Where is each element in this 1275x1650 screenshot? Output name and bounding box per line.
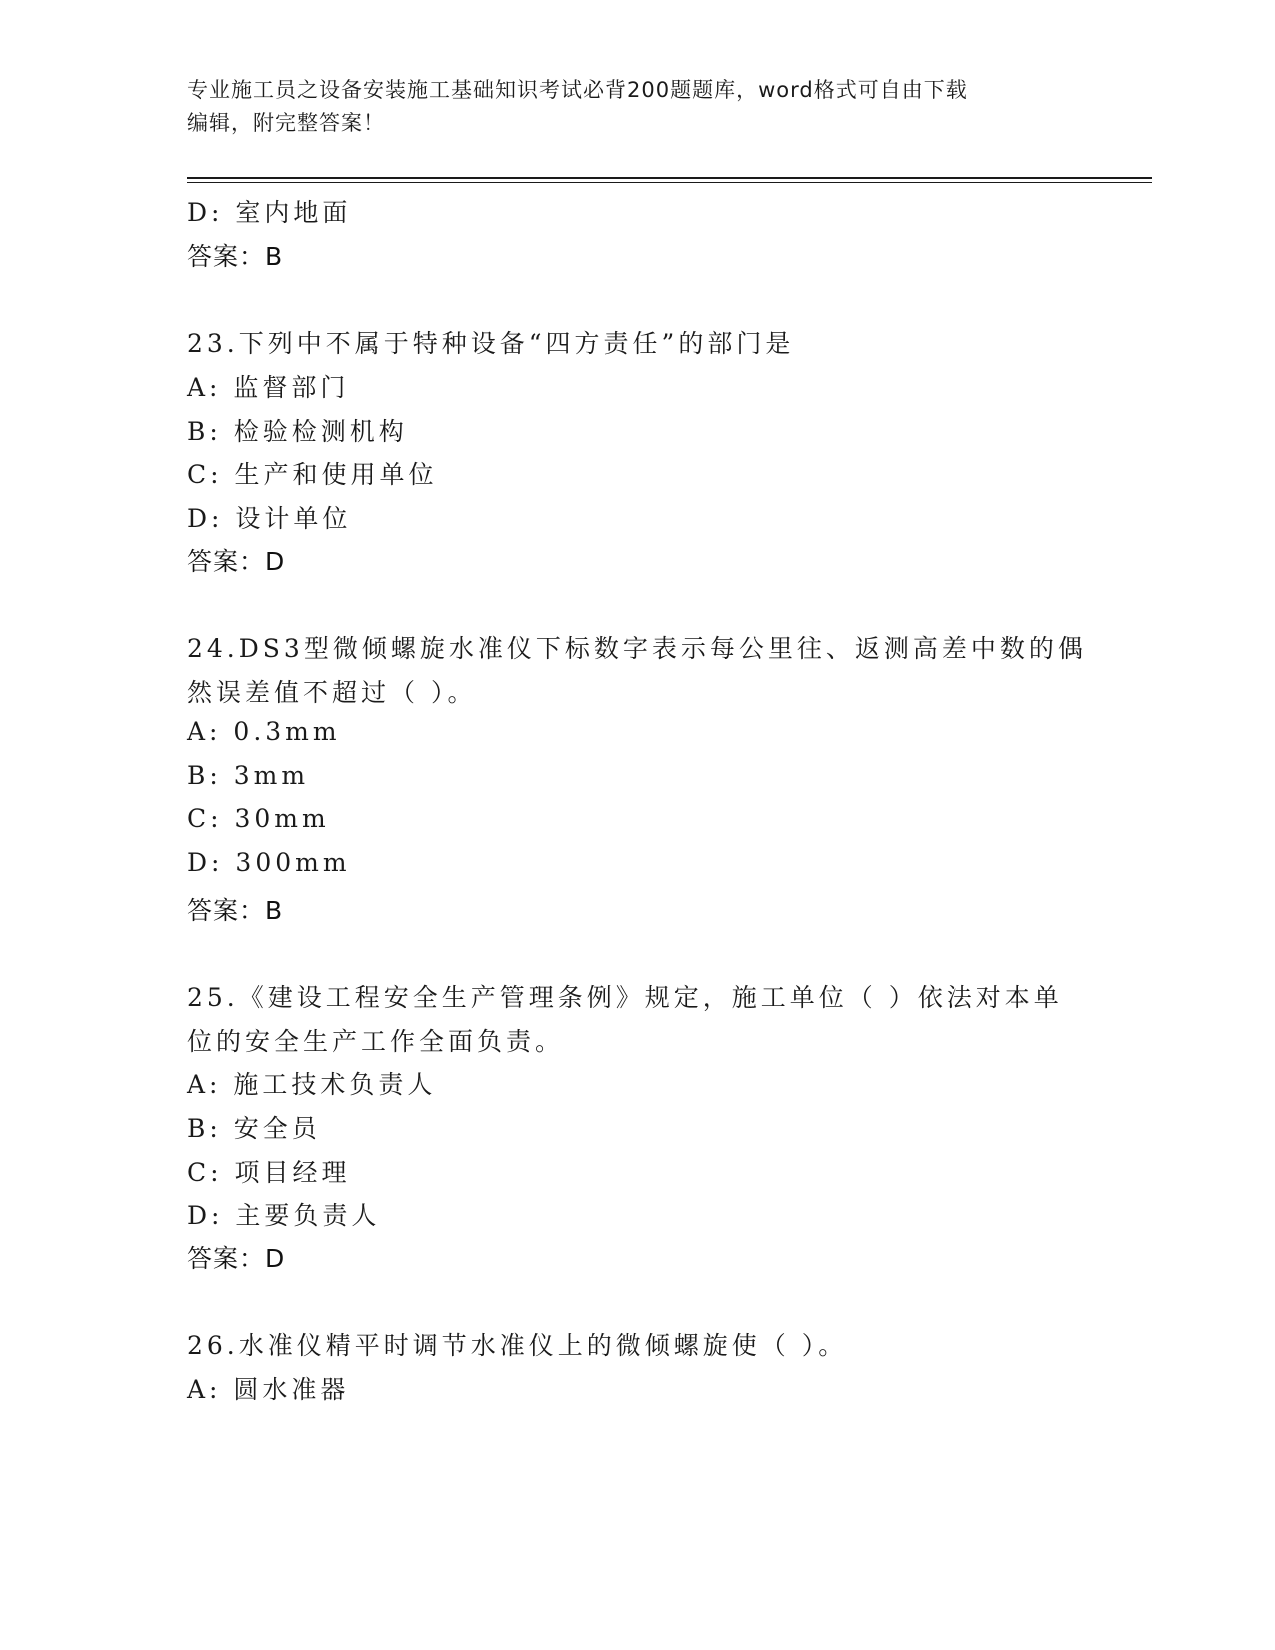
q25-option-a: A: 施工技术负责人 xyxy=(187,1070,437,1099)
q23-option-d: D: 设计单位 xyxy=(187,504,352,533)
q25-option-b: B: 安全员 xyxy=(187,1114,321,1143)
q26-question: 26.水准仪精平时调节水准仪上的微倾螺旋使（ ）。 xyxy=(187,1331,848,1360)
q24-option-b: B: 3mm xyxy=(187,761,310,790)
prev-option-d: D: 室内地面 xyxy=(187,198,352,227)
q23-option-b: B: 检验检测机构 xyxy=(187,417,408,446)
header-divider-thin xyxy=(187,182,1152,183)
q23-answer: 答案：D xyxy=(187,547,286,576)
q23-question: 23.下列中不属于特种设备“四方责任”的部门是 xyxy=(187,329,795,358)
prev-answer: 答案：B xyxy=(187,242,284,271)
q25-option-d: D: 主要负责人 xyxy=(187,1201,381,1230)
q26-option-a: A: 圆水准器 xyxy=(187,1375,350,1404)
q24-option-c: C: 30mm xyxy=(187,804,330,833)
q24-question-line-2: 然误差值不超过（ ）。 xyxy=(187,678,477,707)
q25-question-line-2: 位的安全生产工作全面负责。 xyxy=(187,1027,565,1056)
header-divider-thick xyxy=(187,177,1152,179)
q25-question-line-1: 25.《建设工程安全生产管理条例》规定，施工单位（ ）依法对本单 xyxy=(187,983,1063,1012)
q24-question-line-1: 24.DS3型微倾螺旋水准仪下标数字表示每公里往、返测高差中数的偶 xyxy=(187,634,1087,663)
q25-option-c: C: 项目经理 xyxy=(187,1158,351,1187)
header-line-2: 编辑，附完整答案！ xyxy=(187,111,385,135)
header-line-1: 专业施工员之设备安装施工基础知识考试必背200题题库，word格式可自由下载 xyxy=(187,78,968,102)
document-header xyxy=(187,74,1087,140)
q24-answer: 答案：B xyxy=(187,896,284,925)
q25-answer: 答案：D xyxy=(187,1244,286,1273)
q23-option-a: A: 监督部门 xyxy=(187,373,350,402)
q24-option-d: D: 300mm xyxy=(187,848,351,877)
q23-option-c: C: 生产和使用单位 xyxy=(187,460,438,489)
q24-option-a: A: 0.3mm xyxy=(187,717,341,746)
